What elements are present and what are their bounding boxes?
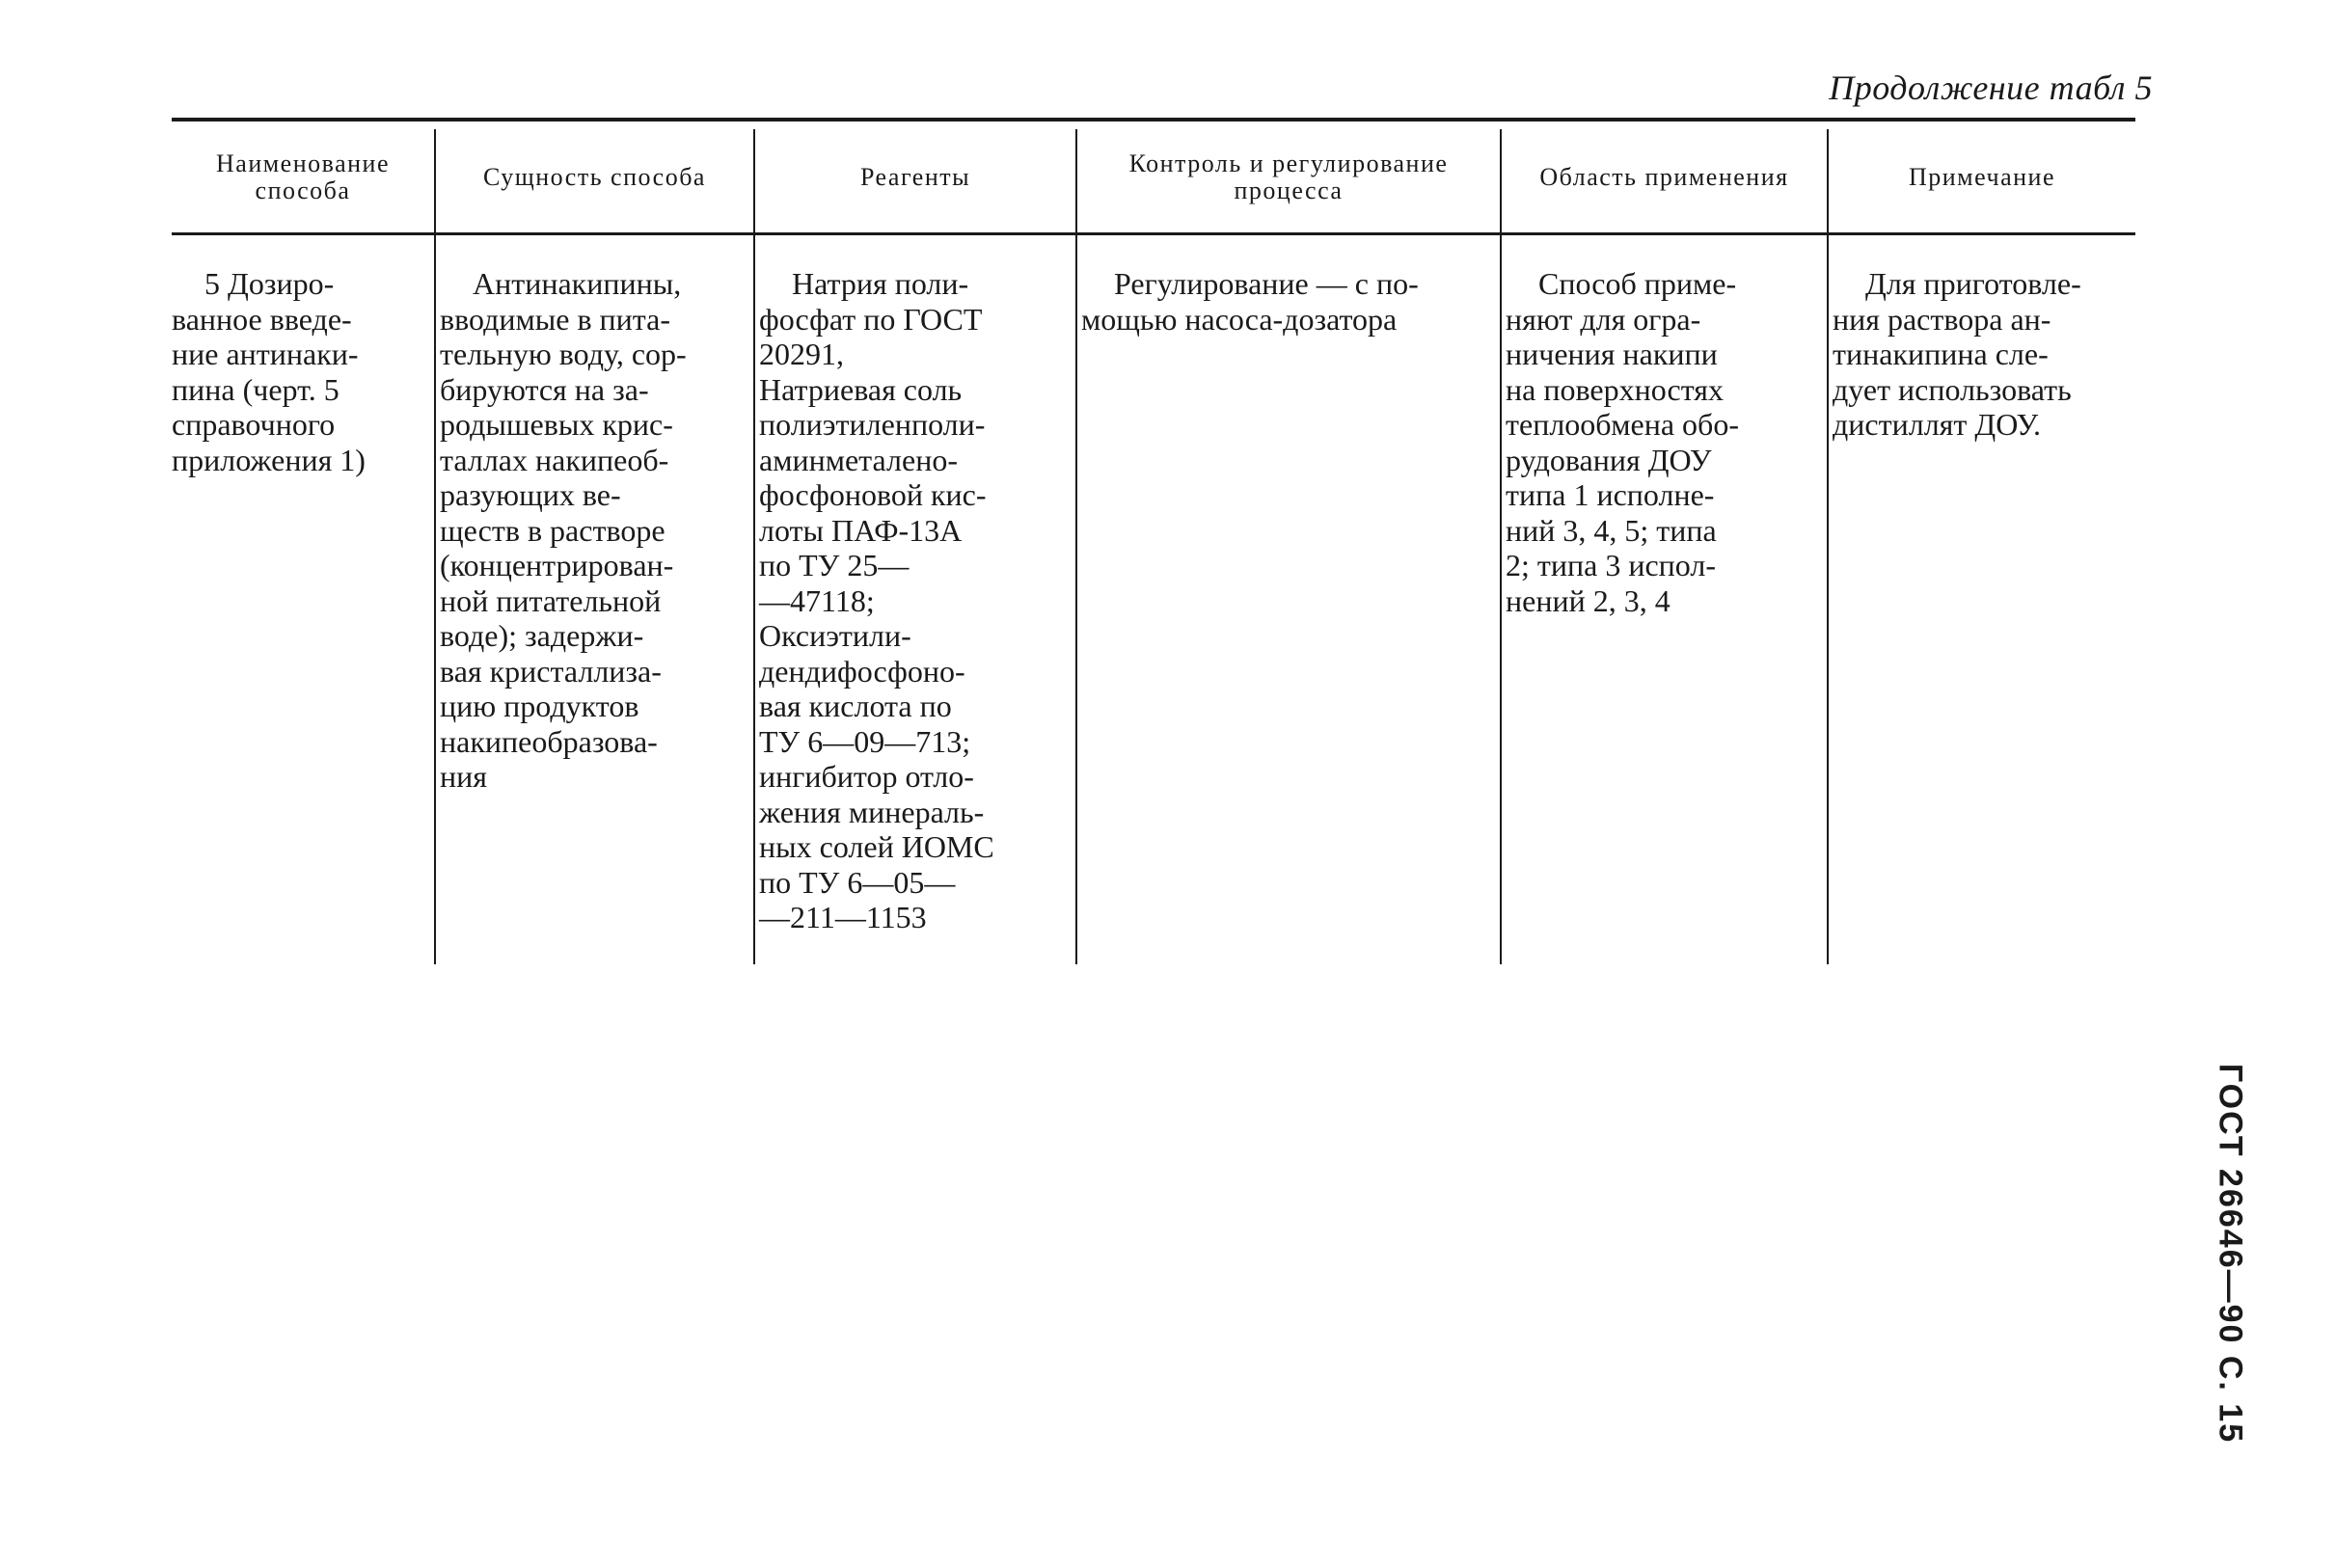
table-header-rule bbox=[172, 232, 2135, 235]
cell-method-essence: Антинакипины, вводимые в пита- тельную воду, сор- бируются на за- родышевых крис- таллах накипеоб- разующих ве- ществ в растворе (концентрирован- ной питательной воде); задержи- вая кристаллиза- цию продуктов накипеобразова- ния bbox=[440, 266, 687, 794]
column-divider-3 bbox=[1075, 129, 1077, 964]
header-method-name: Наименование способа bbox=[216, 149, 390, 204]
cell-method-name: 5 Дозиро- ванное введе- ние антинаки- пина (черт. 5 справочного приложения 1) bbox=[172, 266, 366, 477]
side-label-text: ГОСТ 26646—90 С. 15 bbox=[2212, 1063, 2249, 1445]
side-page-label bbox=[2209, 1051, 2251, 1456]
header-note: Примечание bbox=[1908, 163, 2056, 191]
cell-reagents: Натрия поли- фосфат по ГОСТ 20291, Натриевая соль полиэтиленполи- аминметалено- фосфоновой кис- лоты ПАФ-13А по ТУ 25— —47118; Оксиэтили- дендифосфоно- вая кислота по ТУ 6—09—713; ингибитор отло- жения минераль- ных солей ИОМС по ТУ 6—05— —211—1153 bbox=[759, 266, 994, 934]
cell-process-control: Регулирование — с по- мощью насоса-дозатора bbox=[1081, 266, 1419, 337]
table-top-rule bbox=[172, 118, 2135, 122]
header-process-control: Контроль и регулирование процесса bbox=[1128, 149, 1449, 204]
column-divider-2 bbox=[753, 129, 755, 964]
header-application-area: Область применения bbox=[1539, 163, 1789, 191]
table-continuation-caption: Продолжение табл 5 bbox=[1829, 68, 2153, 107]
header-reagents: Реагенты bbox=[859, 163, 971, 191]
column-divider-4 bbox=[1500, 129, 1502, 964]
cell-note: Для приготовле- ния раствора ан- тинакипина сле- дует использовать дистиллят ДОУ. bbox=[1833, 266, 2081, 442]
column-divider-1 bbox=[434, 129, 436, 964]
header-method-essence: Сущность способа bbox=[483, 163, 706, 191]
cell-application-area: Способ приме- няют для огра- ничения накипи на поверхностях теплообмена обо- рудования ДОУ типа 1 исполне- ний 3, 4, 5; типа 2; типа 3 испол- нений 2, 3, 4 bbox=[1506, 266, 1739, 618]
column-divider-5 bbox=[1827, 129, 1829, 964]
